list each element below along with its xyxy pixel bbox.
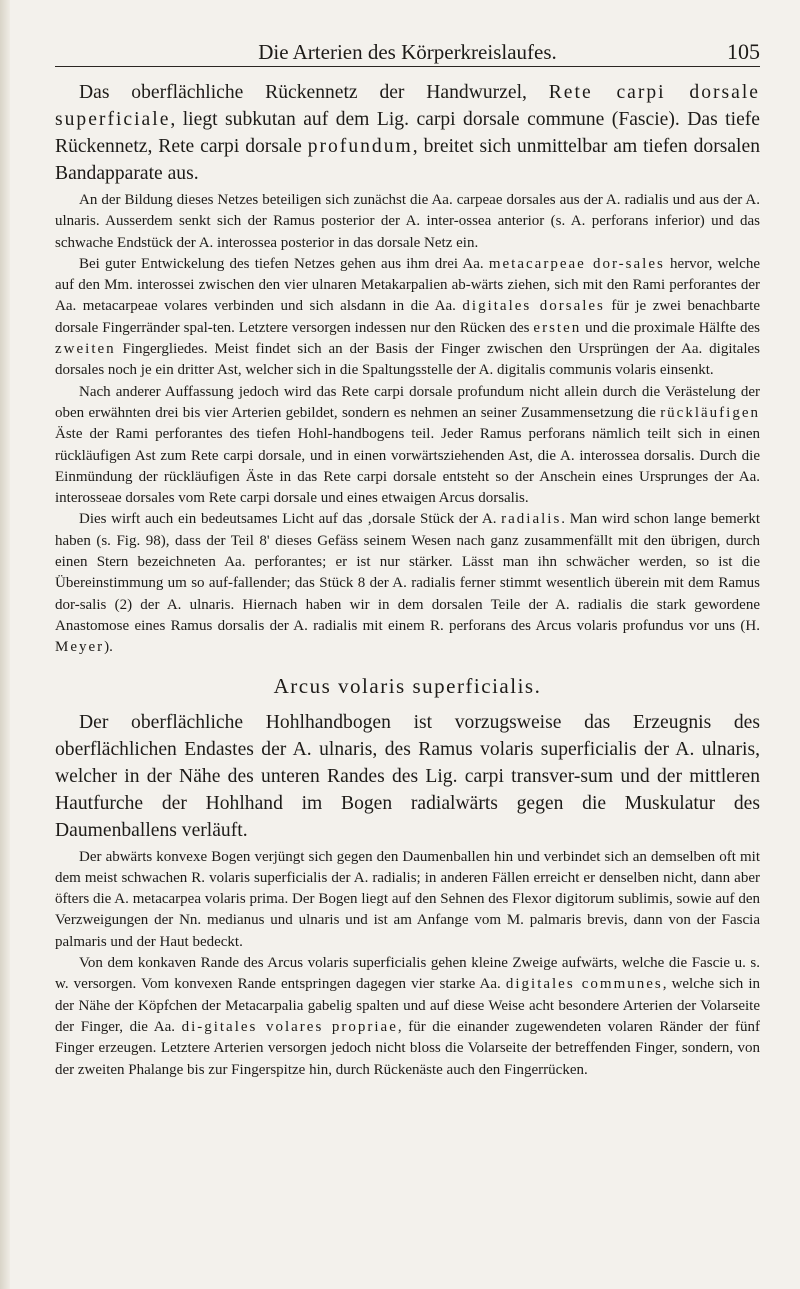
section-heading: Arcus volaris superficialis. bbox=[273, 673, 542, 698]
paragraph-hohlhandbogen: Der oberflächliche Hohlhandbogen ist vorzugsweise das Erzeugnis des oberflächlichen Endastes der A. ulnaris, des Ramus volaris superficialis der A. ulnaris, welcher in der Nähe des unteren Randes des Lig. carpi transver-sum und der mittleren Hautfurche der Hohlhand im Bogen radialwärts gegen die Muskulatur des Daumenballens verläuft. bbox=[55, 711, 760, 841]
page-number: 105 bbox=[727, 39, 760, 64]
page-spine-shadow bbox=[0, 0, 10, 1289]
page-content bbox=[55, 79, 760, 1081]
paragraph-netz-bildung: An der Bildung dieses Netzes beteiligen sich zunächst die Aa. carpeae dorsales aus der A. radialis und aus der A. ulnaris. Ausserdem senkt sich der Ramus posterior der A. inter-ossea anterior (s. A. perforans inferior) und das schwache Endstück der A. interossea posterior in das dorsale Netz ein. bbox=[55, 192, 760, 251]
running-header bbox=[55, 40, 760, 67]
running-title: Die Arterien des Körperkreislaufes. bbox=[258, 40, 557, 64]
paragraph-digitales-communes: Von dem konkaven Rande des Arcus volaris superficialis gehen kleine Zweige aufwärts, welche die Fascie u. s. w. versorgen. Vom konvexen Rande entspringen dagegen vier starke Aa. digitales communes, welche sich in der Nähe der Köpfchen der Metacarpalia gabelig spalten und auf diese Weise acht besondere Arterien der Volarseite der Finger, die Aa. di-gitales volares propriae, für die einander zugewendeten volaren Ränder der fünf Finger erzeugen. Letztere Arterien versorgen jedoch nicht bloss die Volarseite der betreffenden Finger, sondern, von der zweiten Phalange bis zur Fingerspitze hin, durch Rückenäste auch den Fingerrücken. bbox=[55, 955, 761, 1078]
paragraph-rete-carpi-dorsale: Das oberflächliche Rückennetz der Handwurzel, Rete carpi dorsale superficiale, liegt subkutan auf dem Lig. carpi dorsale commune (Fascie). Das tiefe Rückennetz, Rete carpi dorsale profundum, breitet sich unmittelbar am tiefen dorsalen Bandapparate aus. bbox=[55, 82, 760, 184]
paragraph-metacarpeae-dorsales: Bei guter Entwickelung des tiefen Netzes gehen aus ihm drei Aa. metacarpeae dor-sales hervor, welche auf den Mm. interossei zwischen den vier ulnaren Metakarpalien ab-wärts ziehen, sich mit den Rami perforantes der Aa. metacarpeae volares verbinden und sich alsdann in die Aa. digitales dorsales für je zwei benachbarte dorsale Fingerränder spal-ten. Letztere versorgen indessen nur den Rücken des ersten und die proximale Hälfte des zweiten Fingergliedes. Meist findet sich an der Basis der Finger zwischen den Ursprüngen der Aa. digitales dorsales noch je ein dritter Ast, welcher sich in die Spaltungsstelle der A. digitalis communis volaris einsenkt. bbox=[55, 255, 760, 379]
paragraph-radialis: Dies wirft auch ein bedeutsames Licht auf das ‚dorsale Stück der A. radialis. Man wird schon lange bemerkt haben (s. Fig. 98), dass der Teil 8' dieses Gefäss seinem Wesen nach ganz zusammenfällt mit den übrigen, durch einen Stern bezeichneten Aa. perforantes; er ist nur stärker. Lässt man ihn schwächer werden, so ist die Übereinstimmung um so auf-fallender; das Stück 8 der A. radialis ferner stimmt wesentlich überein mit dem Ramus dor-salis (2) der A. ulnaris. Hiernach haben wir in dem dorsalen Teile der A. radialis die stark gewordene Anastomose eines Ramus dorsalis der A. radialis mit einem R. perforans des Arcus volaris profundus vor uns (H. Meyer). bbox=[55, 511, 760, 656]
paragraph-bogen-verlauf: Der abwärts konvexe Bogen verjüngt sich gegen den Daumenballen hin und verbindet sich an demselben oft mit dem meist schwachen R. volaris superficialis der A. radialis; in anderen Fällen erreicht er denselben nicht, dann aber öfters die A. metacarpea volaris prima. Der Bogen liegt auf den Sehnen des Flexor digitorum sublimis, sowie auf den Verzweigungen der Nn. medianus und ulnaris und ist am Anfange vom M. palmaris brevis, dann von der Fascia palmaris und der Haut bedeckt. bbox=[55, 848, 760, 950]
paragraph-andere-auffassung: Nach anderer Auffassung jedoch wird das Rete carpi dorsale profundum nicht allein durch die Verästelung der oben erwähnten drei bis vier Arterien gebildet, sondern es nehmen an seiner Zusammensetzung die rückläufigen Äste der Rami perforantes des tiefen Hohl-handbogens teil. Jeder Ramus perforans nämlich teilt sich in einen rückläufigen Ast zum Rete carpi dorsale, und in einen vorwärtsziehenden Ast, die A. interossea dorsalis. Durch die Einmündung der rückläufigen Äste in das Rete carpi dorsale entsteht so der Anschein eines Ursprunges der Aa. interosseae dorsales vom Rete carpi dorsale und eines etwaigen Arcus dorsalis. bbox=[55, 383, 760, 507]
